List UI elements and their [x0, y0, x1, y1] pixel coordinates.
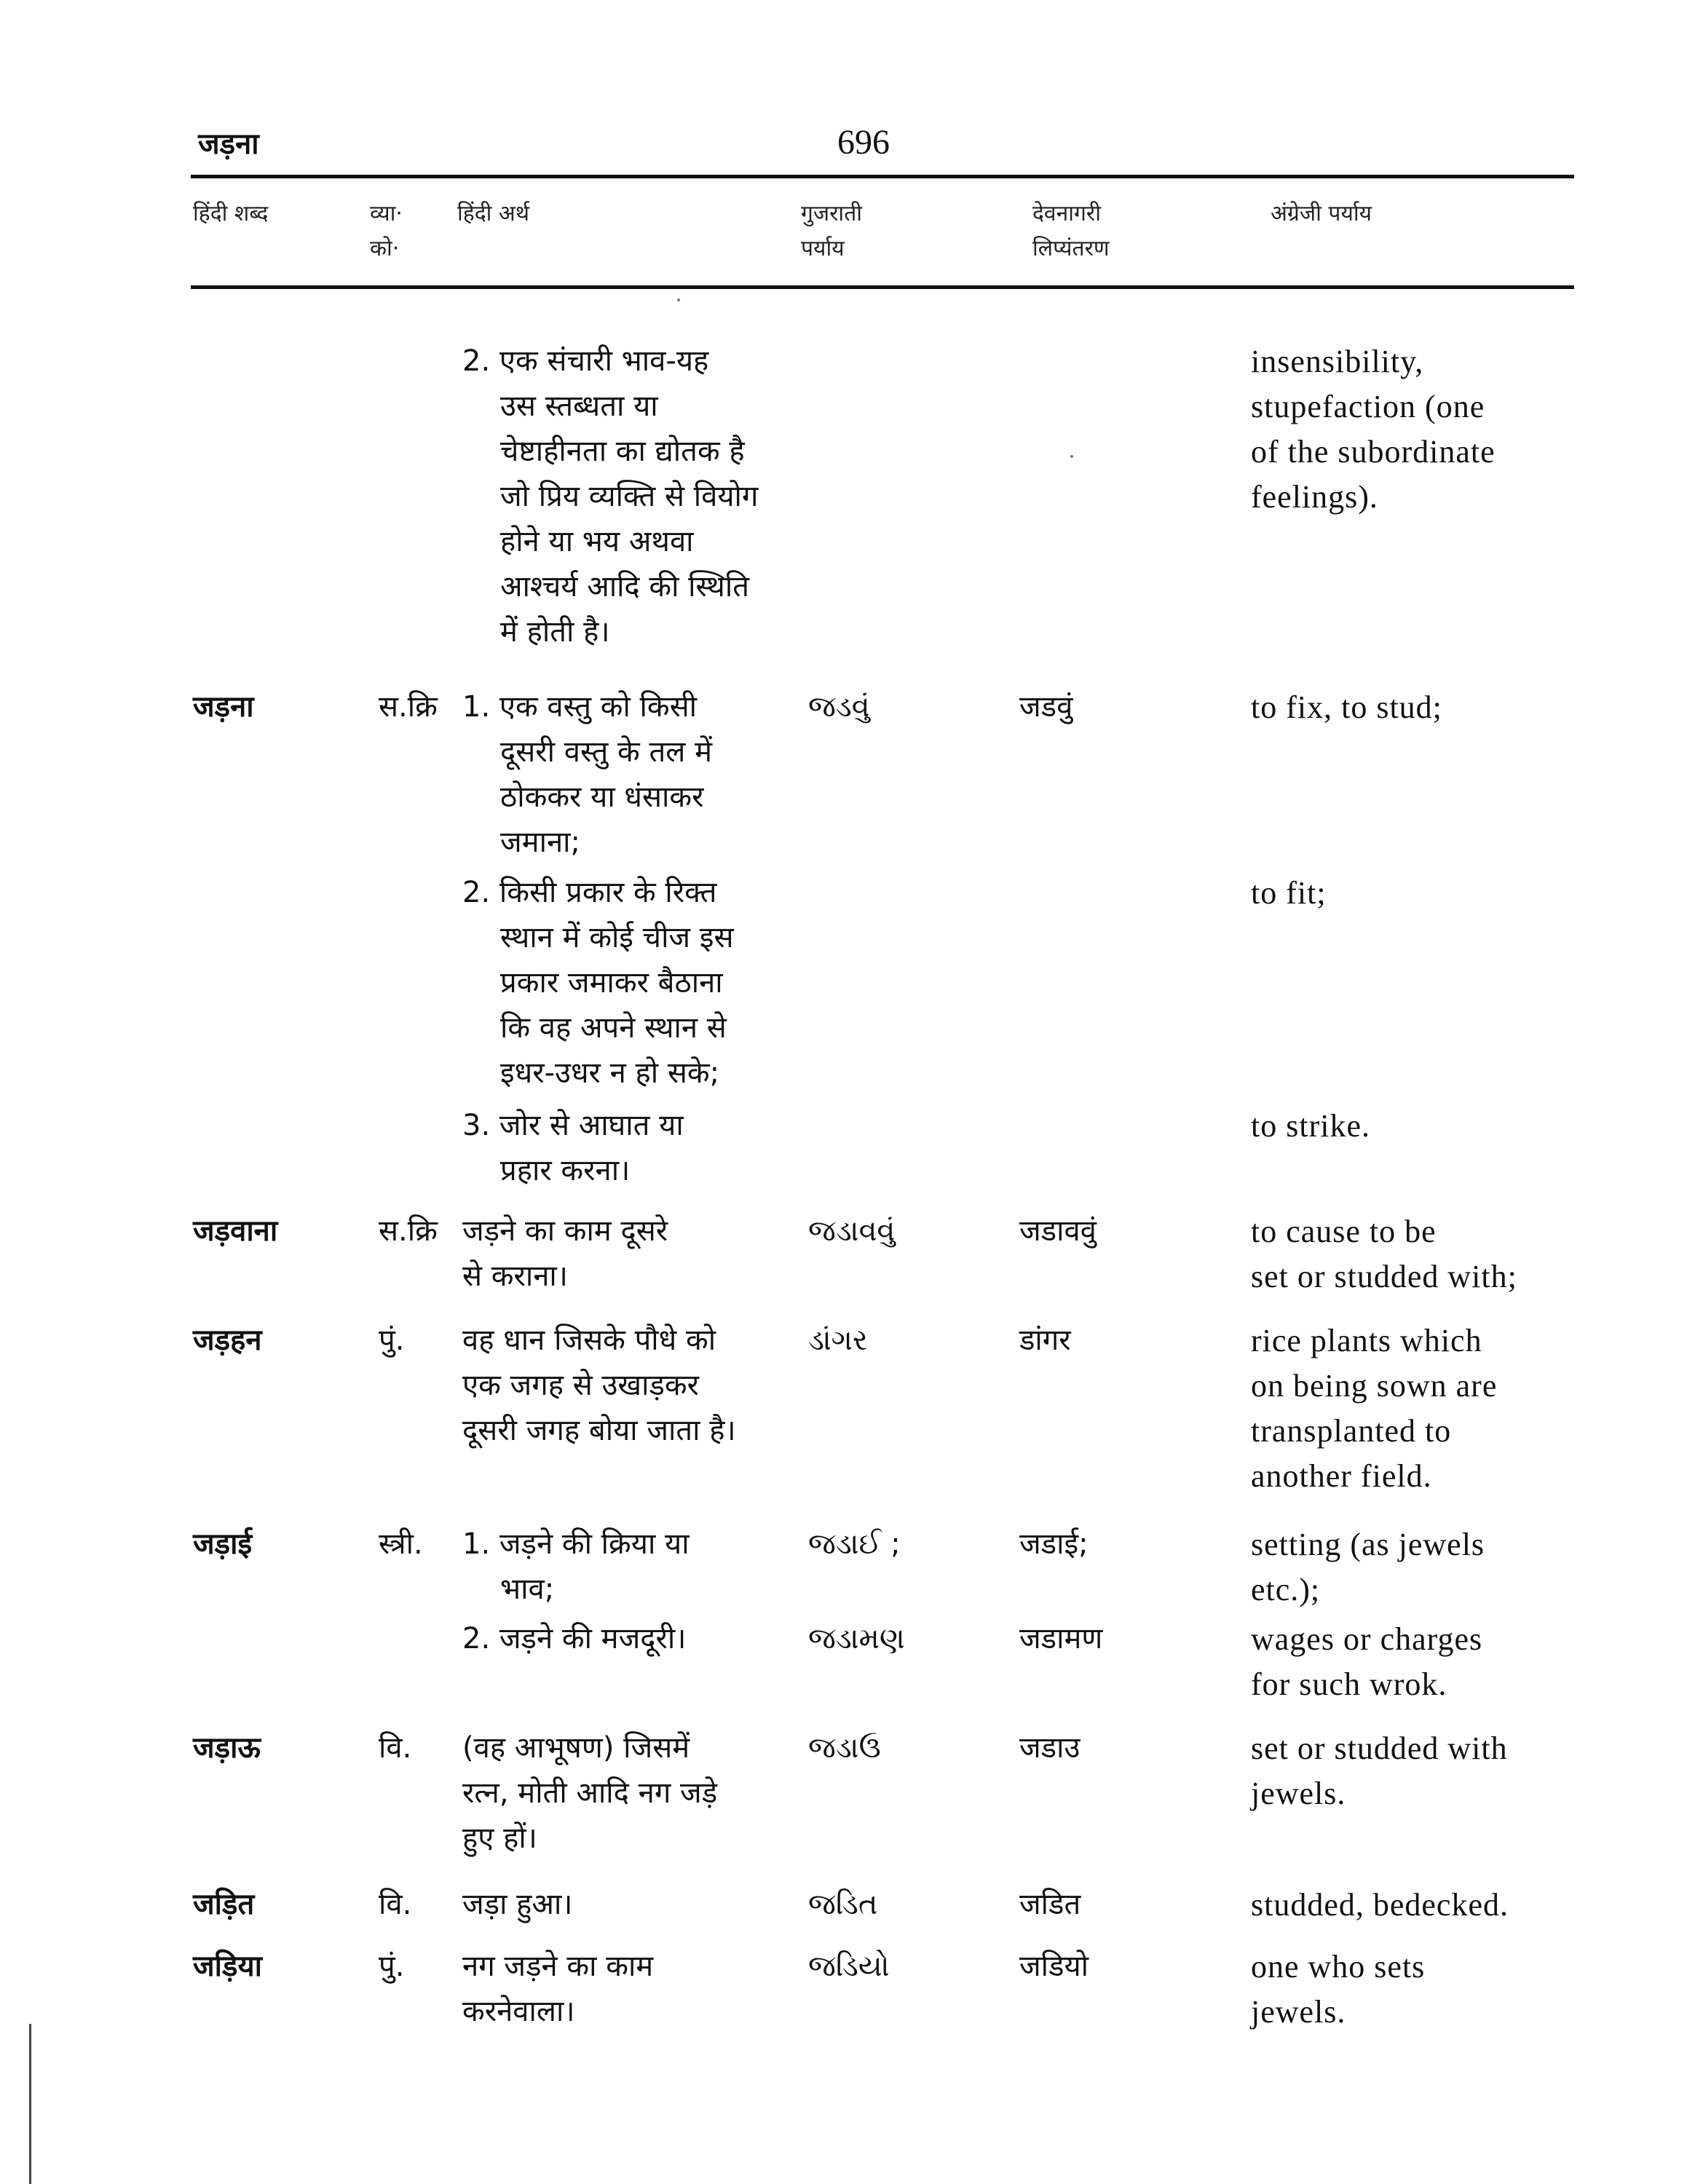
english-equivalent-line: etc.);: [1251, 1572, 1321, 1607]
top-rule: [191, 175, 1574, 178]
hindi-meaning-line: 2. किसी प्रकार के रिक्त: [462, 876, 717, 909]
devanagari-transliteration: जडामण: [1019, 1622, 1103, 1655]
grammar-label: पुं.: [379, 1950, 405, 1983]
col-head-hindi-word: हिंदी शब्द: [193, 201, 269, 226]
gujarati-equivalent: જડિત: [808, 1888, 878, 1921]
english-equivalent-line: for such wrok.: [1251, 1666, 1447, 1702]
hindi-meaning-line: जड़ने का काम दूसरे: [462, 1214, 668, 1248]
running-head: जड़ना: [198, 127, 259, 161]
scan-edge-line: [29, 2024, 31, 2184]
hindi-meaning-line: जड़ा हुआ।: [462, 1888, 573, 1921]
hindi-meaning-line: आश्चर्य आदि की स्थिति: [500, 570, 750, 604]
hindi-meaning-line: में होती है।: [500, 615, 610, 649]
english-equivalent-line: on being sown are: [1251, 1368, 1498, 1404]
col-head-grammar-line: को·: [370, 236, 400, 261]
grammar-label: पुं.: [379, 1324, 405, 1357]
col-head-devanagari-line: देवनागरी: [1032, 201, 1101, 226]
hindi-meaning-line: वह धान जिसके पौधे को: [462, 1324, 716, 1357]
devanagari-transliteration: जडाउ: [1019, 1731, 1080, 1765]
english-equivalent-line: stupefaction (one: [1251, 389, 1485, 424]
scan-speck: [677, 298, 680, 301]
hindi-meaning-line: जमाना;: [500, 826, 580, 859]
col-head-devanagari-line: लिप्यंतरण: [1032, 236, 1110, 261]
headword: जड़वाना: [193, 1214, 278, 1248]
hindi-meaning-line: प्रहार करना।: [500, 1154, 631, 1187]
hindi-meaning-line: एक जगह से उखाड़कर: [462, 1369, 699, 1402]
hindi-meaning-line: चेष्टाहीनता का द्योतक है: [500, 435, 745, 468]
col-head-grammar: [370, 197, 403, 266]
hindi-meaning-line: स्थान में कोई चीज इस: [500, 921, 734, 954]
hindi-meaning-line: होने या भय अथवा: [500, 525, 694, 558]
english-equivalent-line: set or studded with: [1251, 1730, 1508, 1766]
headword: जड़ना: [193, 690, 254, 724]
english-equivalent-line: insensibility,: [1251, 344, 1424, 379]
col-head-devanagari: [1032, 197, 1110, 266]
page-number: 696: [837, 123, 890, 162]
grammar-label: स्त्री.: [379, 1527, 423, 1561]
headword: जड़ाई: [193, 1527, 253, 1561]
hindi-meaning-line: इधर-उधर न हो सके;: [500, 1056, 720, 1090]
hindi-meaning-line: दूसरी वस्तु के तल में: [500, 735, 713, 769]
gujarati-equivalent: જડવું: [808, 690, 870, 724]
gujarati-equivalent: ડાંગર: [808, 1324, 868, 1357]
hindi-meaning-line: से कराना।: [462, 1259, 568, 1293]
hindi-meaning-line: 3. जोर से आघात या: [462, 1109, 684, 1142]
devanagari-transliteration: जडाई;: [1019, 1527, 1089, 1561]
devanagari-transliteration: डांगर: [1019, 1324, 1071, 1357]
grammar-label: वि.: [379, 1888, 412, 1921]
hindi-meaning-line: नग जड़ने का काम: [462, 1950, 654, 1983]
english-equivalent-line: to strike.: [1251, 1108, 1370, 1144]
gujarati-equivalent: જડિયો: [808, 1950, 890, 1983]
hindi-meaning-line: प्रकार जमाकर बैठाना: [500, 966, 723, 1000]
hindi-meaning-line: जो प्रिय व्यक्ति से वियोग: [500, 480, 759, 513]
english-equivalent-line: setting (as jewels: [1251, 1527, 1485, 1562]
english-equivalent-line: to fix, to stud;: [1251, 689, 1442, 725]
col-head-gujarati-line: पर्याय: [801, 236, 845, 261]
devanagari-transliteration: जडवुं: [1019, 690, 1073, 724]
hindi-meaning-line: 1. एक वस्तु को किसी: [462, 690, 698, 724]
devanagari-transliteration: जडियो: [1019, 1950, 1089, 1983]
headword: जड़िया: [193, 1950, 262, 1983]
hindi-meaning-line: 2. जड़ने की मजदूरी।: [462, 1622, 687, 1655]
col-head-gujarati-line: गुजराती: [801, 201, 863, 226]
headword: जड़ाऊ: [193, 1731, 261, 1765]
english-equivalent-line: another field.: [1251, 1458, 1432, 1494]
grammar-label: स.क्रि: [379, 1214, 438, 1248]
hindi-meaning-line: दूसरी जगह बोया जाता है।: [462, 1414, 736, 1447]
gujarati-equivalent: જડાઈ ;: [808, 1527, 901, 1561]
english-equivalent-line: jewels.: [1251, 1776, 1346, 1811]
hindi-meaning-line: (वह आभूषण) जिसमें: [462, 1731, 690, 1765]
english-equivalent-line: to cause to be: [1251, 1214, 1437, 1249]
col-head-grammar-line: व्या·: [370, 201, 403, 226]
hindi-meaning-line: 1. जड़ने की क्रिया या: [462, 1527, 690, 1561]
devanagari-transliteration: जडाववुं: [1019, 1214, 1097, 1248]
hindi-meaning-line: भाव;: [500, 1572, 555, 1606]
hindi-meaning-line: रत्न, मोती आदि नग जड़े: [462, 1776, 718, 1810]
col-head-gujarati: [801, 197, 862, 266]
hindi-meaning-line: हुए हों।: [462, 1821, 537, 1855]
gujarati-equivalent: જડાવવું: [808, 1214, 896, 1248]
gujarati-equivalent: જડામણ: [808, 1622, 905, 1655]
hindi-meaning-line: 2. एक संचारी भाव-यह: [462, 344, 709, 378]
english-equivalent-line: to fit;: [1251, 875, 1327, 911]
english-equivalent-line: one who sets: [1251, 1949, 1426, 1985]
grammar-label: स.क्रि: [379, 690, 438, 724]
headword: जड़ित: [193, 1888, 255, 1921]
gujarati-equivalent: જડાઉ: [808, 1731, 881, 1765]
col-head-hindi-meaning: हिंदी अर्थ: [457, 201, 530, 226]
scan-speck: [1070, 455, 1073, 458]
english-equivalent-line: wages or charges: [1251, 1621, 1483, 1657]
hindi-meaning-line: उस स्तब्धता या: [500, 389, 658, 423]
english-equivalent-line: studded, bedecked.: [1251, 1887, 1509, 1923]
english-equivalent-line: feelings).: [1251, 479, 1378, 515]
header-rule: [191, 285, 1574, 289]
hindi-meaning-line: कि वह अपने स्थान से: [500, 1011, 727, 1045]
grammar-label: वि.: [379, 1731, 412, 1765]
hindi-meaning-line: ठोककर या धंसाकर: [500, 780, 704, 814]
english-equivalent-line: transplanted to: [1251, 1413, 1452, 1449]
english-equivalent-line: jewels.: [1251, 1994, 1346, 2030]
col-head-english: अंग्रेजी पर्याय: [1271, 201, 1372, 226]
english-equivalent-line: rice plants which: [1251, 1323, 1482, 1358]
english-equivalent-line: of the subordinate: [1251, 434, 1496, 470]
devanagari-transliteration: जडित: [1019, 1888, 1081, 1921]
headword: जड़हन: [193, 1324, 262, 1357]
hindi-meaning-line: करनेवाला।: [462, 1995, 575, 2028]
english-equivalent-line: set or studded with;: [1251, 1259, 1517, 1294]
